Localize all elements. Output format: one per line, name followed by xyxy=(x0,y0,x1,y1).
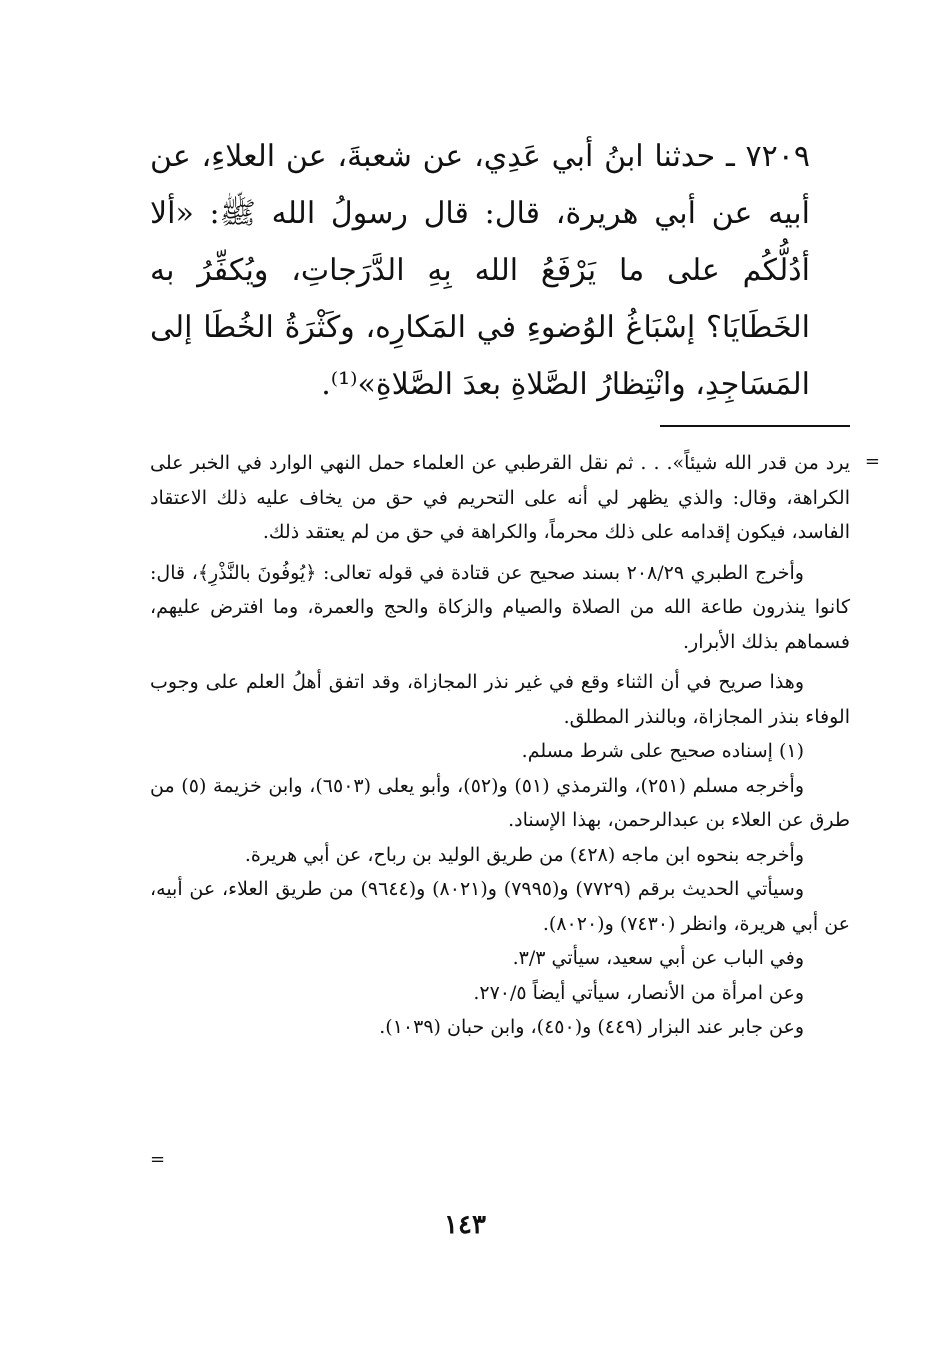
footnotes xyxy=(150,446,850,1045)
footnote-paragraph: وأخرجه مسلم (٢٥١)، والترمذي (٥١) و(٥٢)، وأبو يعلى (٦٥٠٣)، وابن خزيمة (٥) من طرق عن العلاء بن عبدالرحمن، بهذا الإسناد. xyxy=(150,774,850,831)
footnote-separator xyxy=(660,425,850,427)
footnote-paragraph: وعن جابر عند البزار (٤٤٩) و(٤٥٠)، وابن حبان (١٠٣٩). xyxy=(379,1016,804,1038)
page-number: ١٤٣ xyxy=(444,1210,486,1240)
footnote-paragraph: وفي الباب عن أبي سعيد، سيأتي ٣/٣. xyxy=(512,947,804,969)
footnote-paragraph: وأخرج الطبري ٢٠٨/٢٩ بسند صحيح عن قتادة في قوله تعالى: ﴿يُوفُونَ بالنَّذْرِ﴾، قال: كانوا ينذرون طاعة الله من الصلاة والصيام والزكاة والحج والعمرة، وما افترض عليهم، فسماهم بذلك الأبرار. xyxy=(150,561,850,653)
footnote-paragraph: (١) إسناده صحيح على شرط مسلم. xyxy=(521,740,804,762)
footnote-paragraph: يرد من قدر الله شيئاً». . . ثم نقل القرطبي عن العلماء حمل النهي الوارد في الخبر على الكراهة، وقال: والذي يظهر لي أنه على التحريم في حق من يخاف عليه ذلك الاعتقاد الفاسد، فيكون إقدامه على ذلك محرماً، والكراهة في حق من لم يعتقد ذلك. xyxy=(150,452,850,543)
footnote-paragraph: وهذا صريح في أن الثناء وقع في غير نذر المجازاة، وقد اتفق أهلُ العلم على وجوب الوفاء بنذر المجازاة، وبالنذر المطلق. xyxy=(150,671,850,728)
footnote-paragraph: وسيأتي الحديث برقم (٧٧٢٩) و(٧٩٩٥) و(٨٠٢١) و(٩٦٤٤) من طريق العلاء، عن أبيه، عن أبي هريرة، وانظر (٧٤٣٠) و(٨٠٢٠). xyxy=(150,878,850,935)
end-continuation-mark: = xyxy=(150,1149,166,1170)
footnote-paragraph: وعن امرأة من الأنصار، سيأتي أيضاً ٢٧٠/٥. xyxy=(473,981,804,1004)
hadith-text xyxy=(150,128,810,413)
continuation-mark: = xyxy=(864,451,880,472)
footnote-paragraph: وأخرجه بنحوه ابن ماجه (٤٢٨) من طريق الوليد بن رباح، عن أبي هريرة. xyxy=(244,843,804,866)
hadith-paragraph: ٧٢٠٩ ـ حدثنا ابنُ أبي عَدِي، عن شعبةَ، عن العلاءِ، عن أبيه عن أبي هريرة، قال: قال رسولُ الله ﷺ: «ألا أدُلُّكُم على ما يَرْفَعُ الله بِهِ الدَّرَجاتِ، ويُكفِّرُ به الخَطَايَا؟ إسْبَاغُ الوُضوءِ في المَكارِه، وكَثْرَةُ الخُطَا إلى المَسَاجِدِ، وانْتِظارُ الصَّلاةِ بعدَ الصَّلاةِ»⁽¹⁾. xyxy=(150,139,810,402)
